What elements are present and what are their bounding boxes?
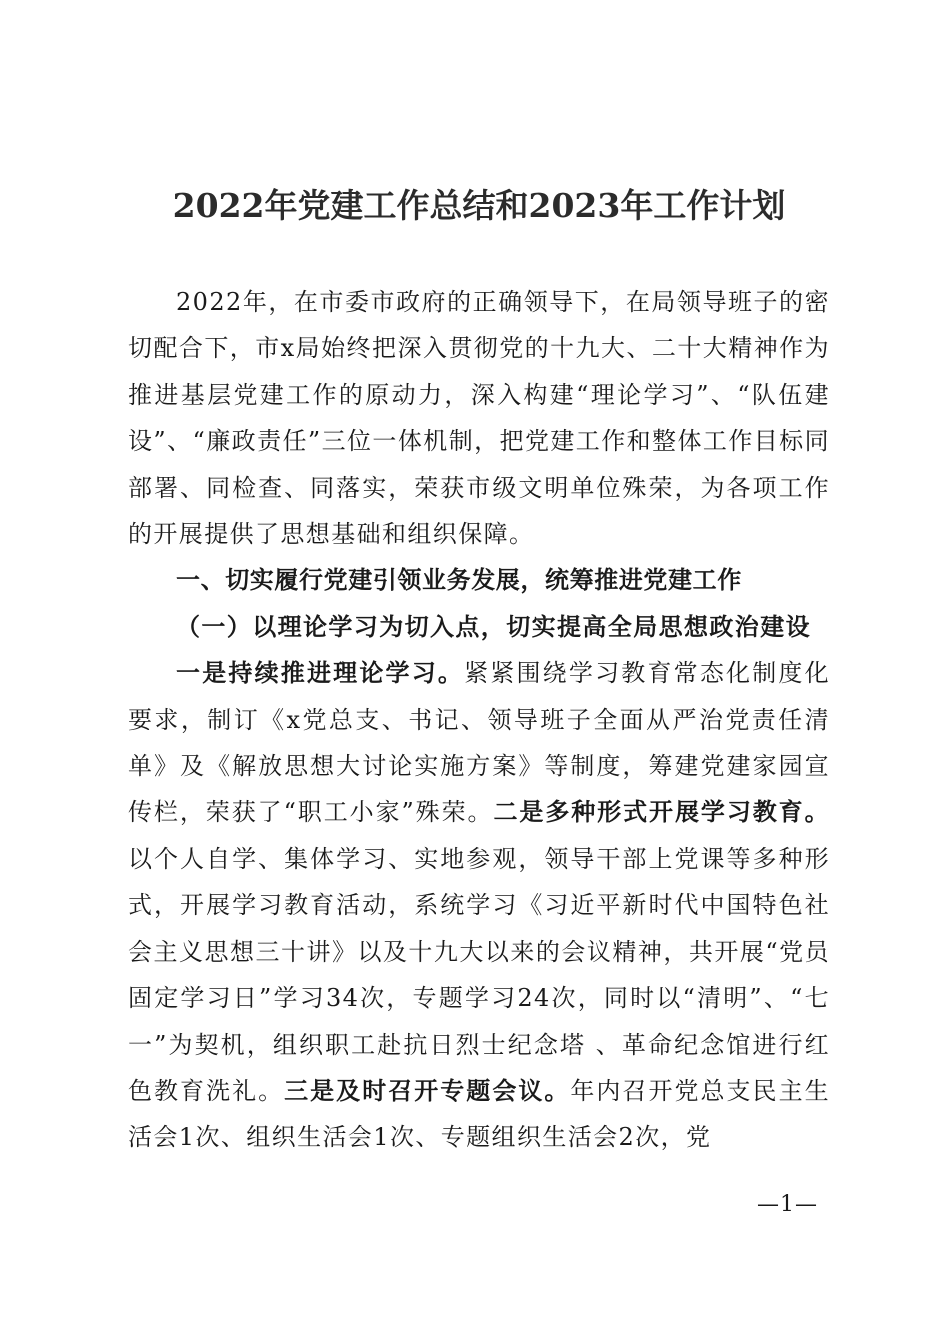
lead-phrase-1: 一是持续推进理论学习。 — [176, 658, 465, 688]
subsection-heading-1: （一）以理论学习为切入点，切实提高全局思想政治建设 — [176, 611, 811, 641]
document-body — [128, 279, 830, 1161]
lead-phrase-3: 三是及时召开专题会议。 — [284, 1075, 571, 1105]
paragraph-text-2: 以个人自学、集体学习、实地参观，领导干部上党课等多种形式，开展学习教育活动，系统学习《习近平新时代中国特色社会主义思想三十讲》以及十九大以来的会议精神，共开展“党员固定学习日”学习34次，专题学习24次，同时以“清明”、“七一”为契机，组织职工赴抗日烈士纪念塔 、革命纪念馆进行红色教育洗礼。 — [128, 844, 830, 1105]
intro-paragraph: 2022年，在市委市政府的正确领导下，在局领导班子的密切配合下，市x局始终把深入贯彻党的十九大、二十大精神作为推进基层党建工作的原动力，深入构建“理论学习”、“队伍建设”、“廉政责任”三位一体机制，把党建工作和整体工作目标同部署、同检查、同落实，荣获市级文明单位殊荣，为各项工作的开展提供了思想基础和组织保障。 — [128, 288, 830, 549]
page-number: —1— — [757, 1192, 818, 1217]
lead-phrase-2: 二是多种形式开展学习教育。 — [493, 797, 831, 827]
paragraph-text-1: 紧紧围绕学习教育常态化制度化要求，制订《x党总支、书记、领导班子全面从严治党责任清单》及《解放思想大讨论实施方案》等制度，筹建党建家园宣传栏，荣获了“职工小家”殊荣。 — [128, 659, 830, 827]
paragraph-text-3: 年内召开党总支民主生活会1次、组织生活会1次、专题组织生活会2次，党 — [128, 1076, 830, 1152]
theory-study-paragraph — [128, 650, 830, 1160]
document-title: 2022年党建工作总结和2023年工作计划 — [172, 186, 786, 225]
section-heading-1: 一、切实履行党建引领业务发展，统筹推进党建工作 — [176, 566, 742, 595]
